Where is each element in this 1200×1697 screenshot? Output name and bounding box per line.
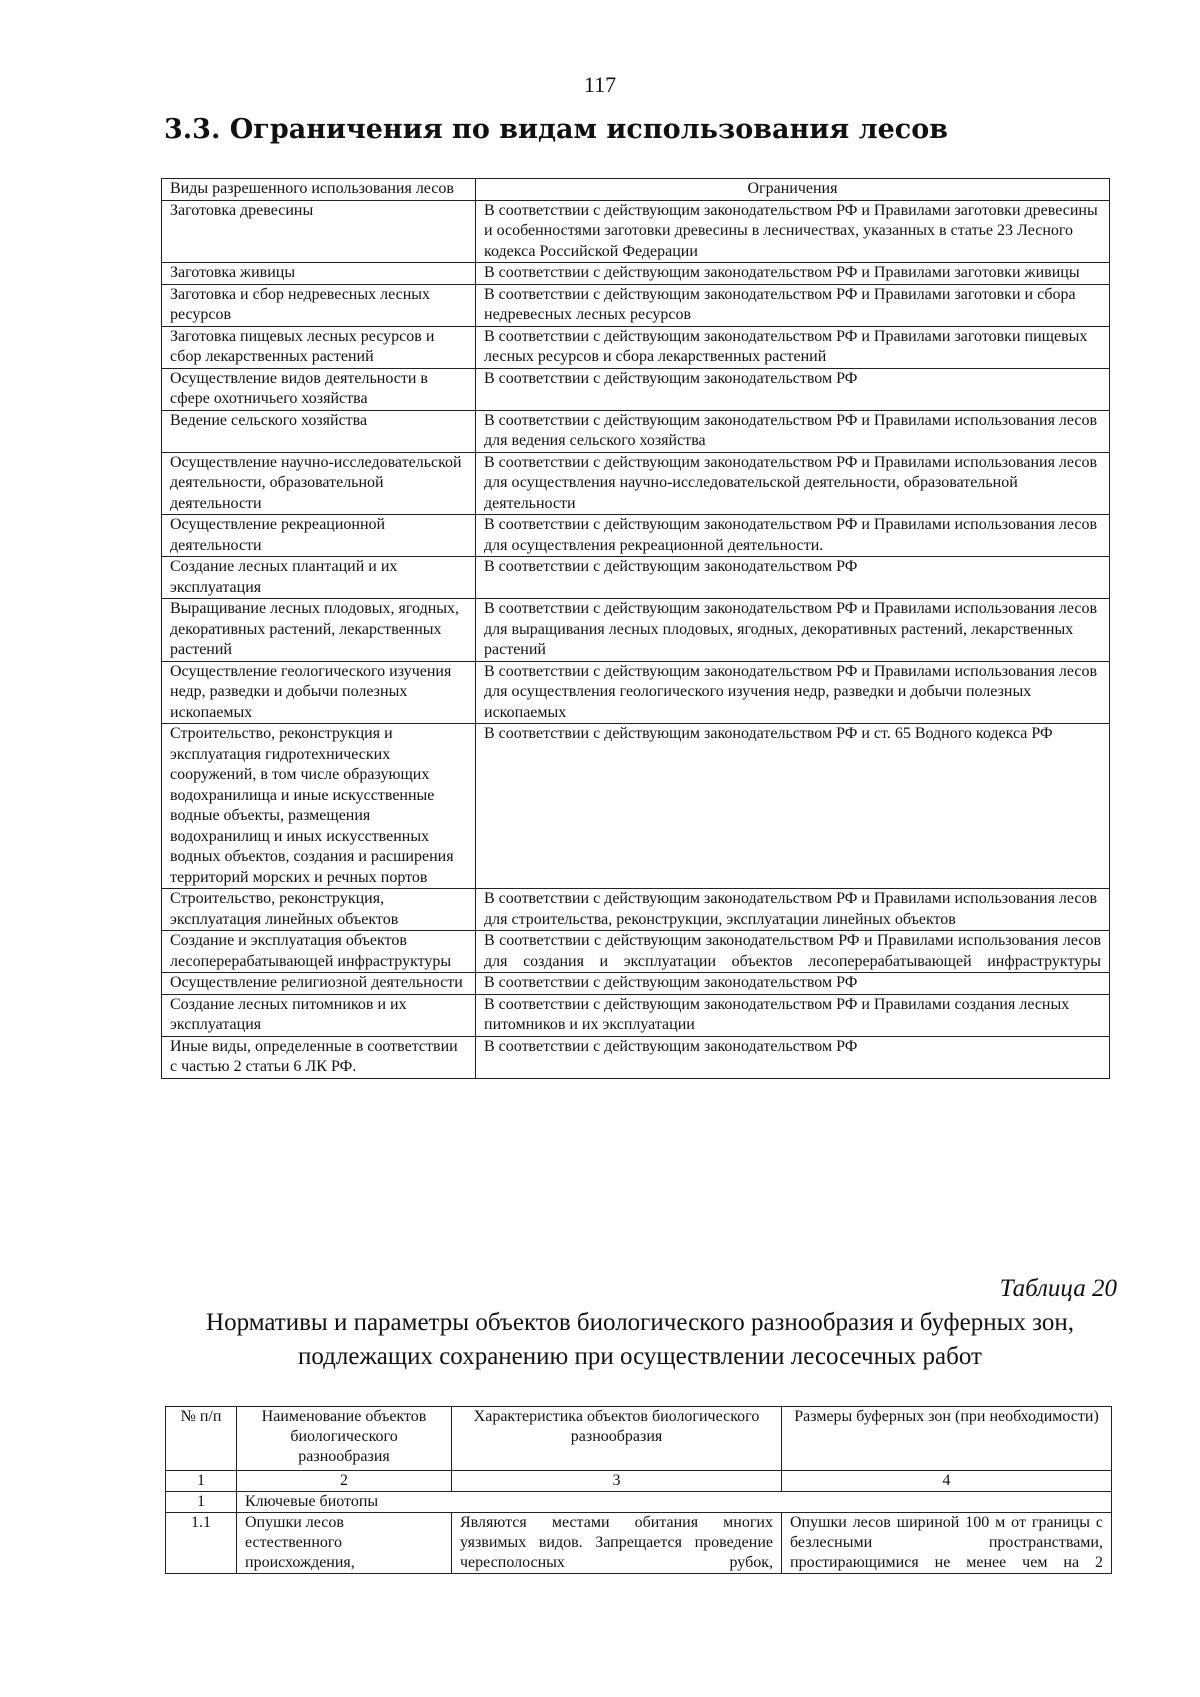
restriction-cell: В соответствии с действующим законодательством РФ [476,557,1110,599]
restriction-cell: В соответствии с действующим законодательством РФ и Правилами заготовки и сбора недревесных лесных ресурсов [476,284,1110,326]
table-row [162,724,1110,889]
table-row [162,452,1110,515]
use-type-cell: Выращивание лесных плодовых, ягодных, декоративных растений, лекарственных растений [162,599,476,662]
table-row [162,326,1110,368]
table-row [162,599,1110,662]
use-type-cell: Создание и эксплуатация объектов лесоперерабатывающей инфраструктуры [162,931,476,973]
restriction-cell: В соответствии с действующим законодательством РФ и Правилами заготовки древесины и особенностями заготовки древесины в лесничествах, указанных в статье 23 Лесного кодекса Российской Федерации [476,200,1110,263]
use-type-cell: Строительство, реконструкция, эксплуатация линейных объектов [162,889,476,931]
use-type-cell: Строительство, реконструкция и эксплуатация гидротехнических сооружений, в том числе образующих водохранилища и иные искусственные водные объекты, размещения водохранилищ и иных искусственных водных объектов, создания и расширения территорий морских и речных портов [162,724,476,889]
biodiversity-norms-table [165,1406,1112,1574]
column-number: 3 [452,1471,782,1492]
table-header-row [162,179,1110,201]
header-number: № п/п [166,1407,237,1471]
use-type-cell: Ведение сельского хозяйства [162,410,476,452]
table-row [162,931,1110,973]
row-number: 1.1 [166,1513,237,1574]
header-buffer-zone: Размеры буферных зон (при необходимости) [782,1407,1112,1471]
restriction-cell: В соответствии с действующим законодательством РФ и Правилами использования лесов для осуществления геологического изучения недр, разведки и добычи полезных ископаемых [476,661,1110,724]
use-type-cell: Создание лесных питомников и их эксплуатация [162,994,476,1036]
table-row [162,1036,1110,1078]
restriction-cell: В соответствии с действующим законодательством РФ [476,973,1110,995]
use-type-cell: Осуществление видов деятельности в сфере охотничьего хозяйства [162,368,476,410]
restriction-cell: В соответствии с действующим законодательством РФ и Правилами заготовки живицы [476,263,1110,285]
restriction-cell: В соответствии с действующим законодательством РФ и Правилами использования лесов для ведения сельского хозяйства [476,410,1110,452]
column-number-row [166,1471,1112,1492]
section-title: 3.3. Ограничения по видам использования лесов [163,114,949,145]
table-row [162,263,1110,285]
restriction-cell: В соответствии с действующим законодательством РФ и Правилами использования лесов для выращивания лесных плодовых, ягодных, декоративных растений, лекарственных растений [476,599,1110,662]
buffer-zone-cell: Опушки лесов шириной 100 м от границы с безлесными пространствами, простирающимися не менее чем на 2 [782,1513,1112,1574]
use-type-cell: Осуществление рекреационной деятельности [162,515,476,557]
table-row [162,889,1110,931]
table-row [162,515,1110,557]
use-type-cell: Осуществление геологического изучения недр, разведки и добычи полезных ископаемых [162,661,476,724]
group-number: 1 [166,1492,237,1513]
header-use-types: Виды разрешенного использования лесов [162,179,476,201]
restriction-cell: В соответствии с действующим законодательством РФ и Правилами использования лесов для строительства, реконструкции, эксплуатации линейных объектов [476,889,1110,931]
use-type-cell: Заготовка пищевых лесных ресурсов и сбор лекарственных растений [162,326,476,368]
restriction-cell: В соответствии с действующим законодательством РФ и Правилами использования лесов для осуществления научно-исследовательской деятельности, образовательной деятельности [476,452,1110,515]
restriction-cell: В соответствии с действующим законодательством РФ [476,368,1110,410]
restriction-cell: В соответствии с действующим законодательством РФ [476,1036,1110,1078]
restriction-cell: В соответствии с действующим законодательством РФ и ст. 65 Водного кодекса РФ [476,724,1110,889]
header-object-name: Наименование объектов биологического разнообразия [237,1407,452,1471]
restriction-cell: В соответствии с действующим законодательством РФ и Правилами использования лесов для осуществления рекреационной деятельности. [476,515,1110,557]
use-type-cell: Заготовка и сбор недревесных лесных ресурсов [162,284,476,326]
characteristic-cell: Являются местами обитания многих уязвимых видов. Запрещается проведение чересполосных рубок, [452,1513,782,1574]
use-type-cell: Осуществление религиозной деятельности [162,973,476,995]
table-row [162,410,1110,452]
table-row [162,200,1110,263]
header-restrictions: Ограничения [476,179,1110,201]
table-row [162,368,1110,410]
restrictions-table [161,178,1110,1079]
header-characteristic: Характеристика объектов биологического разнообразия [452,1407,782,1471]
group-row [166,1492,1112,1513]
table-row [162,661,1110,724]
table-row [162,994,1110,1036]
restriction-cell: В соответствии с действующим законодательством РФ и Правилами использования лесов для создания и эксплуатации объектов лесоперерабатывающей инфраструктуры [476,931,1110,973]
use-type-cell: Создание лесных плантаций и их эксплуатация [162,557,476,599]
table-title: Нормативы и параметры объектов биологического разнообразия и буферных зон, подлежащих сохранению при осуществлении лесосечных работ [206,1309,1074,1370]
use-type-cell: Осуществление научно-исследовательской деятельности, образовательной деятельности [162,452,476,515]
use-type-cell: Заготовка древесины [162,200,476,263]
object-name-cell: Опушки лесов естественного происхождения, [237,1513,452,1574]
page-number: 117 [583,72,617,97]
column-number: 4 [782,1471,1112,1492]
table-row [162,557,1110,599]
table-caption: Таблица 20 [999,1275,1117,1302]
table-row [162,284,1110,326]
use-type-cell: Заготовка живицы [162,263,476,285]
table-row [166,1513,1112,1574]
column-number: 2 [237,1471,452,1492]
column-number: 1 [166,1471,237,1492]
restriction-cell: В соответствии с действующим законодательством РФ и Правилами создания лесных питомников и их эксплуатации [476,994,1110,1036]
table-row [162,973,1110,995]
restriction-cell: В соответствии с действующим законодательством РФ и Правилами заготовки пищевых лесных ресурсов и сбора лекарственных растений [476,326,1110,368]
group-label: Ключевые биотопы [237,1492,1112,1513]
use-type-cell: Иные виды, определенные в соответствии с частью 2 статьи 6 ЛК РФ. [162,1036,476,1078]
table-header-row [166,1407,1112,1471]
